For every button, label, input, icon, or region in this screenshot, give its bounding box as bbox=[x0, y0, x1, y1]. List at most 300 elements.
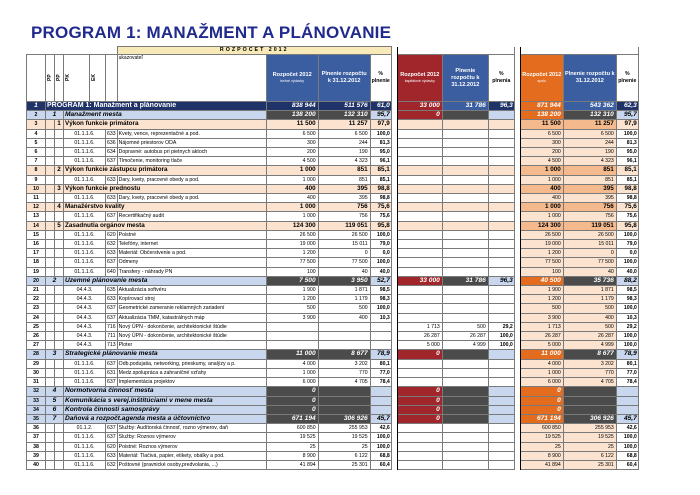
budget-banner-row bbox=[27, 47, 639, 55]
cell-kap-pct bbox=[488, 267, 514, 276]
cell-bezne-rozpocet: 500 bbox=[266, 304, 318, 313]
row-number: 13 bbox=[27, 212, 46, 221]
cell-kap-rozpocet bbox=[397, 267, 442, 276]
row-number: 33 bbox=[27, 396, 46, 405]
row-number: 15 bbox=[27, 230, 46, 239]
cell-pp bbox=[46, 451, 55, 460]
func-row bbox=[27, 203, 639, 212]
cell-bezne-plnenie bbox=[318, 332, 370, 341]
cell-spolu-pct: 100,0 bbox=[616, 230, 638, 239]
cell-spolu-pct: 95,0 bbox=[616, 148, 638, 157]
cell-function-code: 01.1.1.6. bbox=[64, 267, 106, 276]
func-row bbox=[27, 166, 639, 175]
cell-item-code: 637 bbox=[107, 213, 116, 220]
cell-bezne-rozpocet: 1 200 bbox=[266, 295, 318, 304]
cell-spolu-pct: 97,9 bbox=[616, 120, 638, 129]
cell-pp2 bbox=[55, 175, 64, 184]
table-row bbox=[27, 148, 639, 157]
row-number: 26 bbox=[27, 332, 46, 341]
cell-spolu-plnenie: 400 bbox=[563, 313, 616, 322]
cell-kap-rozpocet bbox=[397, 304, 442, 313]
header-pp2: PP bbox=[56, 74, 62, 82]
table-row bbox=[27, 249, 639, 258]
cell-bezne-plnenie: 190 bbox=[318, 148, 370, 157]
cell-spolu-plnenie: 40 bbox=[563, 267, 616, 276]
cell-item-code: 634 bbox=[107, 149, 116, 156]
cell-subprogram-number: 3 bbox=[55, 184, 64, 193]
area-row bbox=[27, 414, 639, 423]
cell-bezne-rozpocet: 1 000 bbox=[266, 212, 318, 221]
cell-bezne-rozpocet: 41 894 bbox=[266, 460, 318, 469]
cell-spolu-rozpocet: 77 500 bbox=[520, 258, 563, 267]
cell-bezne-rozpocet: 6 500 bbox=[266, 129, 318, 138]
cell-spolu-pct bbox=[616, 405, 638, 414]
cell-kap-pct: 96,3 bbox=[488, 276, 514, 285]
table-row bbox=[27, 267, 639, 276]
cell-pp2 bbox=[55, 148, 64, 157]
cell-spolu-pct: 75,6 bbox=[616, 203, 638, 212]
cell-function-code: 04.4.3. bbox=[64, 304, 106, 313]
cell-kap-plnenie bbox=[442, 304, 488, 313]
cell-bezne-rozpocet: 600 850 bbox=[266, 424, 318, 433]
row-number: 2 bbox=[27, 111, 46, 120]
cell-spolu-plnenie: 119 051 bbox=[563, 221, 616, 230]
cell-function-code: 01.1.1.6. bbox=[64, 175, 106, 184]
cell-bezne-pct: 75,6 bbox=[370, 212, 391, 221]
cell-bezne-pct: 75,6 bbox=[370, 203, 391, 212]
cell-item-code: 711 bbox=[107, 333, 116, 340]
table-row bbox=[27, 332, 639, 341]
cell-kap-rozpocet bbox=[397, 184, 442, 193]
table-row bbox=[27, 212, 639, 221]
cell-program-area-number: 3 bbox=[46, 350, 64, 359]
table-row bbox=[27, 460, 639, 469]
cell-bezne-rozpocet: 0 bbox=[266, 405, 318, 414]
cell-spolu-plnenie: 19 525 bbox=[563, 433, 616, 442]
cell-bezne-plnenie bbox=[318, 341, 370, 350]
cell-ukazovatel: Manažment mesta bbox=[64, 111, 267, 120]
table-row bbox=[27, 451, 639, 460]
cell-spolu-pct: 42,6 bbox=[616, 424, 638, 433]
cell-kap-rozpocet bbox=[397, 249, 442, 258]
cell-pp2 bbox=[55, 258, 64, 267]
cell-bezne-plnenie: 4 323 bbox=[318, 157, 370, 166]
cell-bezne-rozpocet: 19 000 bbox=[266, 240, 318, 249]
cell-ukazovatel: Strategické plánovanie mesta bbox=[64, 350, 267, 359]
cell-kap-pct bbox=[488, 212, 514, 221]
cell-bezne-pct: 79,0 bbox=[370, 240, 391, 249]
cell-bezne-rozpocet: 1 000 bbox=[266, 175, 318, 184]
cell-function-code: 01.1.1.6. bbox=[64, 378, 106, 387]
cell-pp bbox=[46, 157, 55, 166]
cell-ukazovatel: Odmeny bbox=[117, 258, 266, 267]
cell-item-code: 637 bbox=[107, 379, 116, 386]
cell-bezne-plnenie: 3 202 bbox=[318, 359, 370, 368]
cell-program-area-number: 2 bbox=[46, 276, 64, 285]
cell-kap-pct bbox=[488, 313, 514, 322]
cell-spolu-plnenie bbox=[563, 387, 616, 396]
cell-kap-plnenie bbox=[442, 120, 488, 129]
cell-kap-pct bbox=[488, 230, 514, 239]
cell-pp2 bbox=[55, 286, 64, 295]
cell-bezne-pct: 0,0 bbox=[370, 249, 391, 258]
cell-spolu-plnenie: 395 bbox=[563, 194, 616, 203]
cell-spolu-plnenie: 190 bbox=[563, 148, 616, 157]
cell-spolu-pct: 29,2 bbox=[616, 322, 638, 331]
cell-kap-pct bbox=[488, 129, 514, 138]
cell-pp bbox=[46, 230, 55, 239]
cell-ukazovatel: Odb.podujatia, networking, prieskumy, analýzy a p. bbox=[117, 359, 266, 368]
cell-spolu-plnenie: 77 500 bbox=[563, 258, 616, 267]
cell-spolu-pct: 81,3 bbox=[616, 138, 638, 147]
table-row bbox=[27, 424, 639, 433]
row-number: 4 bbox=[27, 129, 46, 138]
cell-pp2 bbox=[55, 451, 64, 460]
row-number: 21 bbox=[27, 286, 46, 295]
cell-kap-pct bbox=[488, 111, 514, 120]
cell-bezne-plnenie: 25 301 bbox=[318, 460, 370, 469]
cell-kap-pct bbox=[488, 120, 514, 129]
row-number: 12 bbox=[27, 203, 46, 212]
cell-ukazovatel: Manažérstvo kvality bbox=[64, 203, 267, 212]
cell-spolu-pct: 88,2 bbox=[616, 276, 638, 285]
cell-spolu-pct: 80,1 bbox=[616, 359, 638, 368]
cell-kap-plnenie: 31 786 bbox=[442, 102, 488, 111]
row-number: 23 bbox=[27, 304, 46, 313]
cell-bezne-rozpocet: 400 bbox=[266, 184, 318, 193]
cell-spolu-pct: 100,0 bbox=[616, 442, 638, 451]
cell-bezne-plnenie: 1 871 bbox=[318, 286, 370, 295]
cell-ukazovatel: PROGRAM 1: Manažment a plánovanie bbox=[46, 102, 267, 111]
cell-bezne-plnenie bbox=[318, 387, 370, 396]
cell-pp bbox=[46, 341, 55, 350]
cell-spolu-rozpocet: 4 000 bbox=[520, 359, 563, 368]
cell-pp2 bbox=[55, 157, 64, 166]
cell-kap-rozpocet bbox=[397, 120, 442, 129]
cell-item-code: 632 bbox=[107, 241, 116, 248]
cell-kap-pct: 100,0 bbox=[488, 332, 514, 341]
cell-ukazovatel: Daňová a rozpočt.agenda mesta a účtovníctvo bbox=[64, 414, 267, 423]
cell-bezne-plnenie: 6 122 bbox=[318, 451, 370, 460]
cell-ukazovatel: Kontrola činnosti samosprávy bbox=[64, 405, 267, 414]
cell-kap-rozpocet bbox=[397, 175, 442, 184]
cell-spolu-rozpocet: 1 000 bbox=[520, 175, 563, 184]
cell-function-code: 01.1.1.6. bbox=[64, 359, 106, 368]
cell-pp bbox=[46, 240, 55, 249]
cell-kap-rozpocet bbox=[397, 194, 442, 203]
cell-pp bbox=[46, 304, 55, 313]
cell-spolu-plnenie: 26 500 bbox=[563, 230, 616, 239]
cell-kap-rozpocet bbox=[397, 230, 442, 239]
cell-kap-pct bbox=[488, 157, 514, 166]
cell-kap-pct bbox=[488, 350, 514, 359]
area-row bbox=[27, 276, 639, 285]
cell-ukazovatel: Výkon funkcie primátora bbox=[64, 120, 267, 129]
cell-function-code: 01.1.1.6. bbox=[64, 460, 106, 469]
cell-item-code: 635 bbox=[107, 287, 116, 294]
cell-kap-plnenie bbox=[442, 368, 488, 377]
cell-spolu-plnenie: 500 bbox=[563, 304, 616, 313]
row-number: 30 bbox=[27, 368, 46, 377]
table-row bbox=[27, 295, 639, 304]
cell-bezne-plnenie: 15 011 bbox=[318, 240, 370, 249]
cell-kap-rozpocet bbox=[397, 166, 442, 175]
cell-ukazovatel: Materiál: Občerstvenie a pod. bbox=[117, 249, 266, 258]
cell-item-code: 713 bbox=[107, 342, 116, 349]
cell-kap-plnenie bbox=[442, 203, 488, 212]
cell-pp bbox=[46, 424, 55, 433]
row-number: 28 bbox=[27, 350, 46, 359]
cell-bezne-pct: 98,5 bbox=[370, 286, 391, 295]
cell-bezne-rozpocet: 138 200 bbox=[266, 111, 318, 120]
cell-spolu-rozpocet: 26 287 bbox=[520, 332, 563, 341]
cell-item-code: 620 bbox=[107, 231, 116, 238]
cell-bezne-pct: 98,8 bbox=[370, 184, 391, 193]
table-row bbox=[27, 341, 639, 350]
row-number: 35 bbox=[27, 414, 46, 423]
cell-kap-plnenie bbox=[442, 359, 488, 368]
row-number: 25 bbox=[27, 322, 46, 331]
cell-kap-plnenie bbox=[442, 267, 488, 276]
cell-bezne-pct: 40,0 bbox=[370, 267, 391, 276]
cell-spolu-pct bbox=[616, 387, 638, 396]
cell-spolu-rozpocet: 19 525 bbox=[520, 433, 563, 442]
cell-spolu-rozpocet: 400 bbox=[520, 194, 563, 203]
cell-kap-pct bbox=[488, 221, 514, 230]
cell-kap-plnenie bbox=[442, 405, 488, 414]
row-number: 19 bbox=[27, 267, 46, 276]
cell-kap-pct bbox=[488, 414, 514, 423]
cell-spolu-pct: 78,4 bbox=[616, 378, 638, 387]
cell-bezne-plnenie: 851 bbox=[318, 175, 370, 184]
row-number: 5 bbox=[27, 138, 46, 147]
cell-program-area-number: 6 bbox=[46, 405, 64, 414]
cell-ukazovatel: Implementácia projektov bbox=[117, 378, 266, 387]
cell-pp2 bbox=[55, 295, 64, 304]
cell-bezne-rozpocet: 1 900 bbox=[266, 286, 318, 295]
cell-spolu-rozpocet: 40 500 bbox=[520, 276, 563, 285]
cell-pp bbox=[46, 359, 55, 368]
cell-kap-rozpocet bbox=[397, 433, 442, 442]
cell-spolu-rozpocet: 6 500 bbox=[520, 129, 563, 138]
cell-bezne-plnenie: 255 953 bbox=[318, 424, 370, 433]
cell-spolu-rozpocet: 200 bbox=[520, 148, 563, 157]
cell-kap-plnenie bbox=[442, 184, 488, 193]
cell-ukazovatel: Služby: Audítorská činnosť, rozno výmerov, daň bbox=[117, 424, 266, 433]
cell-spolu-pct: 10,3 bbox=[616, 313, 638, 322]
cell-spolu-plnenie: 11 257 bbox=[563, 120, 616, 129]
cell-subprogram-number: 1 bbox=[55, 120, 64, 129]
row-number: 37 bbox=[27, 433, 46, 442]
cell-kap-pct bbox=[488, 148, 514, 157]
cell-function-code: 01.1.1.6. bbox=[64, 157, 106, 166]
cell-kap-plnenie: 31 786 bbox=[442, 276, 488, 285]
cell-bezne-plnenie: 756 bbox=[318, 203, 370, 212]
row-number: 39 bbox=[27, 451, 46, 460]
cell-kap-pct bbox=[488, 442, 514, 451]
cell-spolu-plnenie: 35 736 bbox=[563, 276, 616, 285]
cell-function-code: 01.1.1.6. bbox=[64, 240, 106, 249]
row-number: 16 bbox=[27, 240, 46, 249]
cell-kap-pct bbox=[488, 451, 514, 460]
area-row bbox=[27, 111, 639, 120]
cell-ukazovatel: Medz.spolupráca a zahraničné vzťahy bbox=[117, 368, 266, 377]
cell-kap-pct bbox=[488, 249, 514, 258]
cell-kap-rozpocet: 33 000 bbox=[397, 276, 442, 285]
cell-function-code: 01.1.2. bbox=[64, 424, 106, 433]
cell-spolu-rozpocet: 4 500 bbox=[520, 157, 563, 166]
cell-spolu-plnenie: 500 bbox=[563, 322, 616, 331]
cell-spolu-rozpocet: 3 900 bbox=[520, 313, 563, 322]
cell-pp bbox=[46, 249, 55, 258]
area-row bbox=[27, 387, 639, 396]
cell-bezne-pct: 10,3 bbox=[370, 313, 391, 322]
cell-bezne-rozpocet: 0 bbox=[266, 396, 318, 405]
row-number: 18 bbox=[27, 258, 46, 267]
cell-spolu-plnenie: 4 323 bbox=[563, 157, 616, 166]
cell-kap-rozpocet: 33 000 bbox=[397, 102, 442, 111]
cell-pp2 bbox=[55, 460, 64, 469]
cell-item-code: 637 bbox=[107, 434, 116, 441]
cell-bezne-rozpocet: 838 944 bbox=[266, 102, 318, 111]
cell-kap-rozpocet bbox=[397, 240, 442, 249]
cell-pp2 bbox=[55, 424, 64, 433]
budget-table bbox=[26, 46, 639, 470]
cell-kap-rozpocet bbox=[397, 368, 442, 377]
cell-kap-pct: 96,3 bbox=[488, 102, 514, 111]
cell-spolu-pct: 100,0 bbox=[616, 433, 638, 442]
header-ek: EK bbox=[91, 74, 97, 82]
cell-function-code: 01.1.1.6. bbox=[64, 230, 106, 239]
cell-function-code: 04.4.3. bbox=[64, 286, 106, 295]
cell-bezne-pct bbox=[370, 396, 391, 405]
cell-kap-pct bbox=[488, 166, 514, 175]
page-title: PROGRAM 1: MANAŽMENT A PLÁNOVANIE bbox=[31, 23, 392, 42]
cell-spolu-plnenie bbox=[563, 405, 616, 414]
cell-item-code: 637 bbox=[107, 305, 116, 312]
cell-bezne-rozpocet: 8 900 bbox=[266, 451, 318, 460]
cell-function-code: 01.1.1.6. bbox=[64, 138, 106, 147]
cell-program-area-number: 1 bbox=[46, 111, 64, 120]
cell-ukazovatel: Dary, kvety, pracovné obedy a pod. bbox=[117, 194, 266, 203]
table-row bbox=[27, 230, 639, 239]
cell-bezne-pct: 100,0 bbox=[370, 258, 391, 267]
cell-kap-rozpocet bbox=[397, 451, 442, 460]
table-row bbox=[27, 359, 639, 368]
cell-bezne-pct: 96,1 bbox=[370, 157, 391, 166]
cell-spolu-rozpocet: 5 000 bbox=[520, 341, 563, 350]
cell-spolu-pct: 98,8 bbox=[616, 194, 638, 203]
cell-pp bbox=[46, 313, 55, 322]
cell-kap-pct bbox=[488, 286, 514, 295]
row-number: 10 bbox=[27, 184, 46, 193]
cell-ukazovatel: Tlmočenie, monitoring tlače bbox=[117, 157, 266, 166]
cell-spolu-rozpocet: 8 900 bbox=[520, 451, 563, 460]
cell-item-code: 716 bbox=[107, 323, 116, 330]
cell-bezne-pct bbox=[370, 341, 391, 350]
cell-pp2 bbox=[55, 138, 64, 147]
cell-bezne-rozpocet: 200 bbox=[266, 148, 318, 157]
cell-spolu-plnenie: 851 bbox=[563, 166, 616, 175]
cell-bezne-pct: 95,7 bbox=[370, 111, 391, 120]
cell-bezne-pct: 78,4 bbox=[370, 378, 391, 387]
cell-bezne-plnenie bbox=[318, 396, 370, 405]
cell-function-code: 01.1.1.6. bbox=[64, 194, 106, 203]
cell-bezne-pct: 52,7 bbox=[370, 276, 391, 285]
cell-function-code: 04.4.3. bbox=[64, 341, 106, 350]
cell-ukazovatel: Aktualizácia TMM, katastrálnych máp bbox=[117, 313, 266, 322]
cell-kap-rozpocet bbox=[397, 313, 442, 322]
cell-bezne-plnenie: 119 051 bbox=[318, 221, 370, 230]
cell-kap-plnenie bbox=[442, 230, 488, 239]
cell-item-code: 637 bbox=[107, 314, 116, 321]
cell-kap-rozpocet bbox=[397, 258, 442, 267]
cell-spolu-plnenie: 6 122 bbox=[563, 451, 616, 460]
cell-pp bbox=[46, 129, 55, 138]
cell-kap-plnenie bbox=[442, 175, 488, 184]
cell-spolu-rozpocet: 1 000 bbox=[520, 203, 563, 212]
cell-spolu-pct: 100,0 bbox=[616, 258, 638, 267]
cell-kap-rozpocet: 0 bbox=[397, 396, 442, 405]
cell-bezne-rozpocet: 19 525 bbox=[266, 433, 318, 442]
cell-spolu-plnenie: 15 011 bbox=[563, 240, 616, 249]
cell-kap-rozpocet bbox=[397, 378, 442, 387]
cell-kap-plnenie bbox=[442, 212, 488, 221]
cell-bezne-rozpocet: 26 500 bbox=[266, 230, 318, 239]
cell-ukazovatel: Nájomné priestorov ODA bbox=[117, 138, 266, 147]
cell-bezne-rozpocet: 400 bbox=[266, 194, 318, 203]
cell-spolu-plnenie: 26 287 bbox=[563, 332, 616, 341]
cell-spolu-pct: 100,0 bbox=[616, 304, 638, 313]
budget-banner: ROZPOČET 2012 bbox=[117, 47, 391, 55]
cell-function-code: 01.1.1.6. bbox=[64, 129, 106, 138]
header-bezne: Rozpočet 2012 bežné výdavky bbox=[266, 55, 318, 102]
cell-spolu-plnenie: 770 bbox=[563, 368, 616, 377]
table-row bbox=[27, 286, 639, 295]
cell-bezne-rozpocet: 1 000 bbox=[266, 166, 318, 175]
cell-pp2 bbox=[55, 442, 64, 451]
cell-subprogram-number: 2 bbox=[55, 166, 64, 175]
cell-bezne-rozpocet: 671 194 bbox=[266, 414, 318, 423]
cell-kap-pct bbox=[488, 359, 514, 368]
cell-pp2 bbox=[55, 212, 64, 221]
cell-bezne-pct: 60,4 bbox=[370, 460, 391, 469]
cell-bezne-pct: 100,0 bbox=[370, 433, 391, 442]
cell-bezne-pct bbox=[370, 387, 391, 396]
cell-ukazovatel: Recertifikačný audit bbox=[117, 212, 266, 221]
cell-item-code: 637 bbox=[107, 259, 116, 266]
row-number: 17 bbox=[27, 249, 46, 258]
cell-pp2 bbox=[55, 267, 64, 276]
cell-function-code: 04.4.3. bbox=[64, 295, 106, 304]
cell-bezne-rozpocet bbox=[266, 322, 318, 331]
cell-bezne-plnenie: 40 bbox=[318, 267, 370, 276]
row-number: 34 bbox=[27, 405, 46, 414]
cell-spolu-rozpocet: 500 bbox=[520, 304, 563, 313]
cell-bezne-plnenie: 756 bbox=[318, 212, 370, 221]
cell-pp bbox=[46, 203, 55, 212]
cell-kap-pct bbox=[488, 240, 514, 249]
cell-pp2 bbox=[55, 332, 64, 341]
row-number: 29 bbox=[27, 359, 46, 368]
cell-pp bbox=[46, 166, 55, 175]
cell-kap-plnenie bbox=[442, 129, 488, 138]
cell-bezne-pct: 85,1 bbox=[370, 175, 391, 184]
cell-spolu-pct: 96,1 bbox=[616, 157, 638, 166]
cell-ukazovatel: Výkon funkcie zástupcu primátora bbox=[64, 166, 267, 175]
cell-ukazovatel: Aktualizácia softvéru bbox=[117, 286, 266, 295]
area-row bbox=[27, 350, 639, 359]
